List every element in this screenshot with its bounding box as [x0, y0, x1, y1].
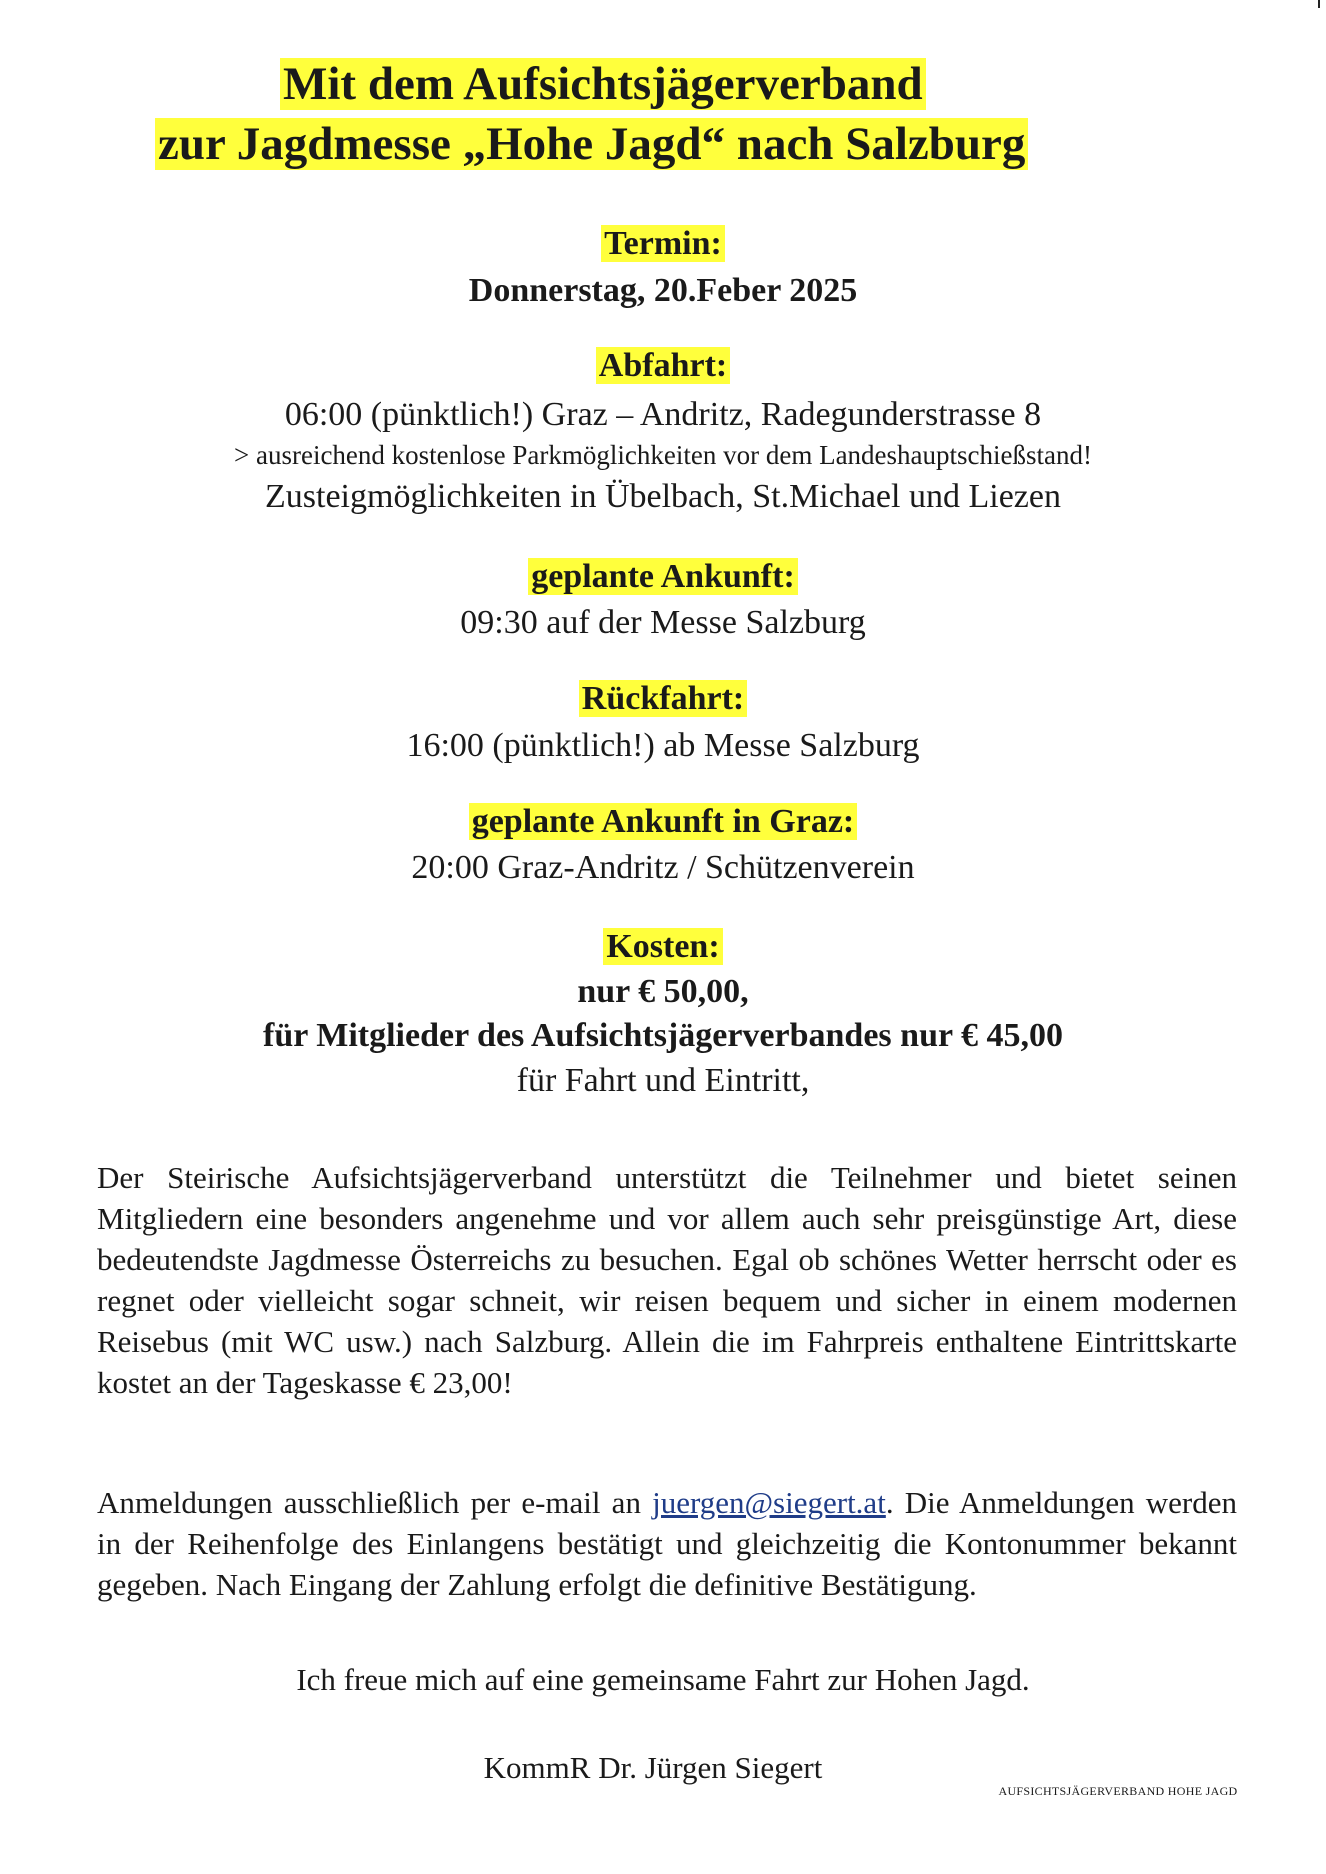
abfahrt-parking-note: > ausreichend kostenlose Parkmöglichkeiten vor dem Landeshauptschießstand! [234, 440, 1092, 470]
kosten-label: Kosten: [0, 928, 1326, 966]
rueckfahrt-text: 16:00 (pünktlich!) ab Messe Salzburg [406, 727, 920, 764]
signature: KommR Dr. Jürgen Siegert [483, 1750, 823, 1785]
rueckfahrt-label: Rückfahrt: [0, 680, 1326, 718]
title-line-2: zur Jagdmesse „Hohe Jagd“ nach Salzburg [155, 115, 1028, 173]
kosten-includes: für Fahrt und Eintritt, [516, 1062, 810, 1099]
termin-label: Termin: [0, 225, 1326, 263]
ankunft-label: geplante Ankunft: [0, 558, 1326, 596]
ankunft-graz-label: geplante Ankunft in Graz: [0, 803, 1326, 841]
abfahrt-time-place: 06:00 (pünktlich!) Graz – Andritz, Radegunderstrasse 8 [284, 396, 1042, 433]
body-paragraph-1: Der Steirische Aufsichtsjägerverband unterstützt die Teilnehmer und bietet seinen Mitgliedern eine besonders angenehme und vor allem auch sehr preisgünstige Art, diese bedeutendste Jagdmesse Österreichs zu besuchen. Egal ob schönes Wetter herrscht oder es regnet oder vielleicht sogar schneit, wir reisen bequem und sicher in einem modernen Reisebus (mit WC usw.) nach Salzburg. Allein die im Fahrpreis enthaltene Eintrittskarte kostet an der Tageskasse € 23,00! [97, 1160, 1237, 1400]
title-line-1: Mit dem Aufsichtsjägerverband [280, 55, 926, 113]
abfahrt-label: Abfahrt: [0, 347, 1326, 385]
organization-stamp: AUFSICHTSJÄGERVERBAND HOHE JAGD [998, 1784, 1238, 1798]
scan-edge-mark [1318, 0, 1320, 8]
email-link[interactable]: juergen@siegert.at [652, 1485, 886, 1520]
body-paragraph-2: Anmeldungen ausschließlich per e-mail an juergen@siegert.at. Die Anmeldungen werden in der Reihenfolge des Einlangens bestätigt und gleichzeitig die Kontonummer bekannt gegeben. Nach Eingang der Zahlung erfolgt die definitive Bestätigung. [97, 1485, 1237, 1602]
closing-line: Ich freue mich auf eine gemeinsame Fahrt zur Hohen Jagd. [296, 1662, 1030, 1697]
ankunft-text: 09:30 auf der Messe Salzburg [460, 604, 866, 641]
termin-date: Donnerstag, 20.Feber 2025 [468, 272, 858, 309]
kosten-price: nur € 50,00, [577, 973, 749, 1010]
ankunft-graz-text: 20:00 Graz-Andritz / Schützenverein [411, 849, 915, 886]
abfahrt-stops: Zusteigmöglichkeiten in Übelbach, St.Michael und Liezen [265, 478, 1061, 515]
kosten-members-price: für Mitglieder des Aufsichtsjägerverbandes nur € 45,00 [263, 1017, 1063, 1054]
